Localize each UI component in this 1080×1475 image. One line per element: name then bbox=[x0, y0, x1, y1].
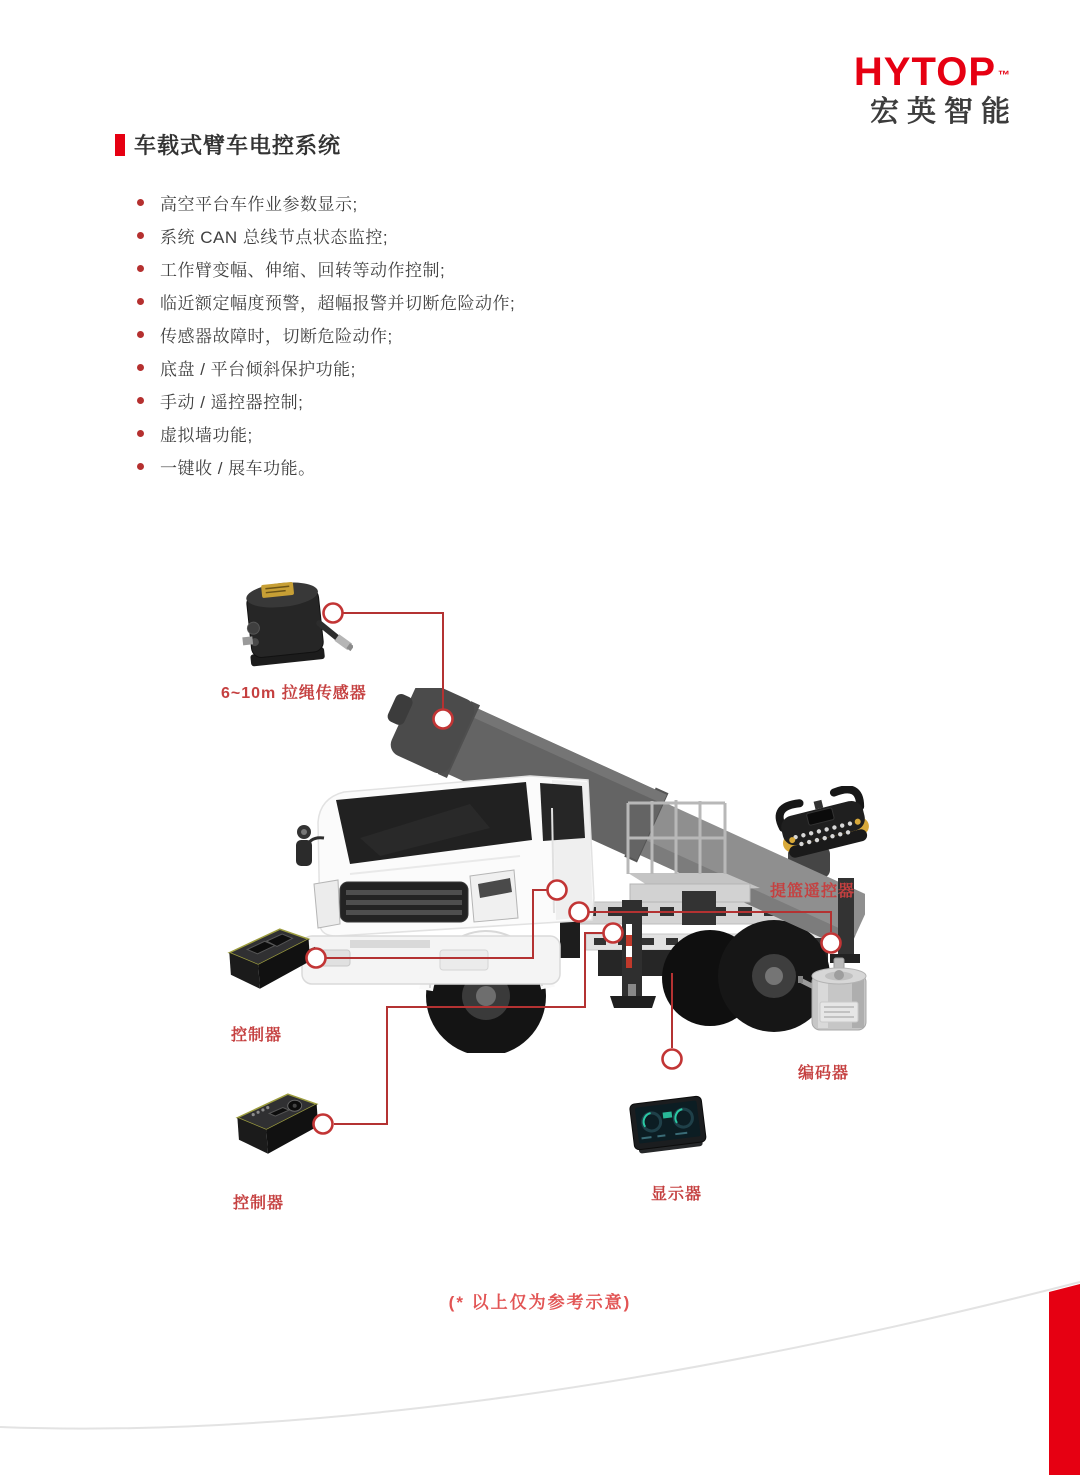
feature-text: 高空平台车作业参数显示; bbox=[160, 195, 358, 214]
feature-item bbox=[137, 285, 515, 318]
controller-bottom-image bbox=[230, 1085, 325, 1165]
feature-text: 临近额定幅度预警，超幅报警并切断危险动作; bbox=[160, 294, 516, 313]
feature-item bbox=[137, 219, 515, 252]
label-basket-remote: 提篮遥控器 bbox=[770, 883, 856, 900]
bullet-dot-icon bbox=[137, 199, 144, 206]
feature-text: 系统 CAN 总线节点状态监控; bbox=[160, 228, 389, 247]
feature-text: 虚拟墙功能; bbox=[160, 426, 253, 445]
feature-item bbox=[137, 384, 515, 417]
bullet-dot-icon bbox=[137, 298, 144, 305]
display-image bbox=[626, 1090, 711, 1158]
truck-illustration bbox=[290, 688, 865, 1053]
label-display: 显示器 bbox=[651, 1186, 703, 1203]
section-heading bbox=[115, 129, 341, 160]
truck-cab bbox=[296, 776, 594, 990]
feature-item bbox=[137, 318, 515, 351]
feature-item bbox=[137, 252, 515, 285]
feature-text: 传感器故障时，切断危险动作; bbox=[160, 327, 393, 346]
basket-remote-image bbox=[772, 786, 877, 868]
logo-company-text: 宏英智能 bbox=[869, 96, 1018, 128]
logo-brand-text: HYTOP bbox=[853, 50, 996, 94]
section-title: 车载式臂车电控系统 bbox=[134, 133, 342, 158]
feature-list bbox=[137, 186, 515, 483]
label-encoder: 编码器 bbox=[798, 1065, 850, 1082]
bullet-dot-icon bbox=[137, 364, 144, 371]
feature-item bbox=[137, 417, 515, 450]
feature-item bbox=[137, 186, 515, 219]
bullet-dot-icon bbox=[137, 232, 144, 239]
label-rope-sensor: 6~10m 拉绳传感器 bbox=[221, 685, 367, 702]
bullet-dot-icon bbox=[137, 331, 144, 338]
feature-text: 手动 / 遥控器控制; bbox=[160, 393, 304, 412]
heading-red-bar bbox=[115, 134, 125, 156]
label-controller-bottom: 控制器 bbox=[233, 1195, 285, 1212]
feature-text: 工作臂变幅、伸缩、回转等动作控制; bbox=[160, 261, 446, 280]
bullet-dot-icon bbox=[137, 397, 144, 404]
aerial-platform-truck bbox=[290, 688, 865, 1053]
rope-sensor-image bbox=[233, 572, 353, 677]
feature-item bbox=[137, 351, 515, 384]
feature-item bbox=[137, 450, 515, 483]
trademark-symbol: ™ bbox=[998, 67, 1010, 82]
bullet-dot-icon bbox=[137, 430, 144, 437]
logo-wordmark bbox=[854, 52, 1010, 92]
bullet-dot-icon bbox=[137, 265, 144, 272]
controller-top-image bbox=[222, 922, 317, 1000]
footnote: (* 以上仅为参考示意) bbox=[448, 1293, 632, 1312]
logo bbox=[853, 50, 1018, 128]
feature-text: 底盘 / 平台倾斜保护功能; bbox=[160, 360, 356, 379]
bullet-dot-icon bbox=[137, 463, 144, 470]
encoder-image bbox=[798, 956, 878, 1038]
feature-text: 一键收 / 展车功能。 bbox=[160, 459, 316, 478]
label-controller-top: 控制器 bbox=[231, 1027, 283, 1044]
